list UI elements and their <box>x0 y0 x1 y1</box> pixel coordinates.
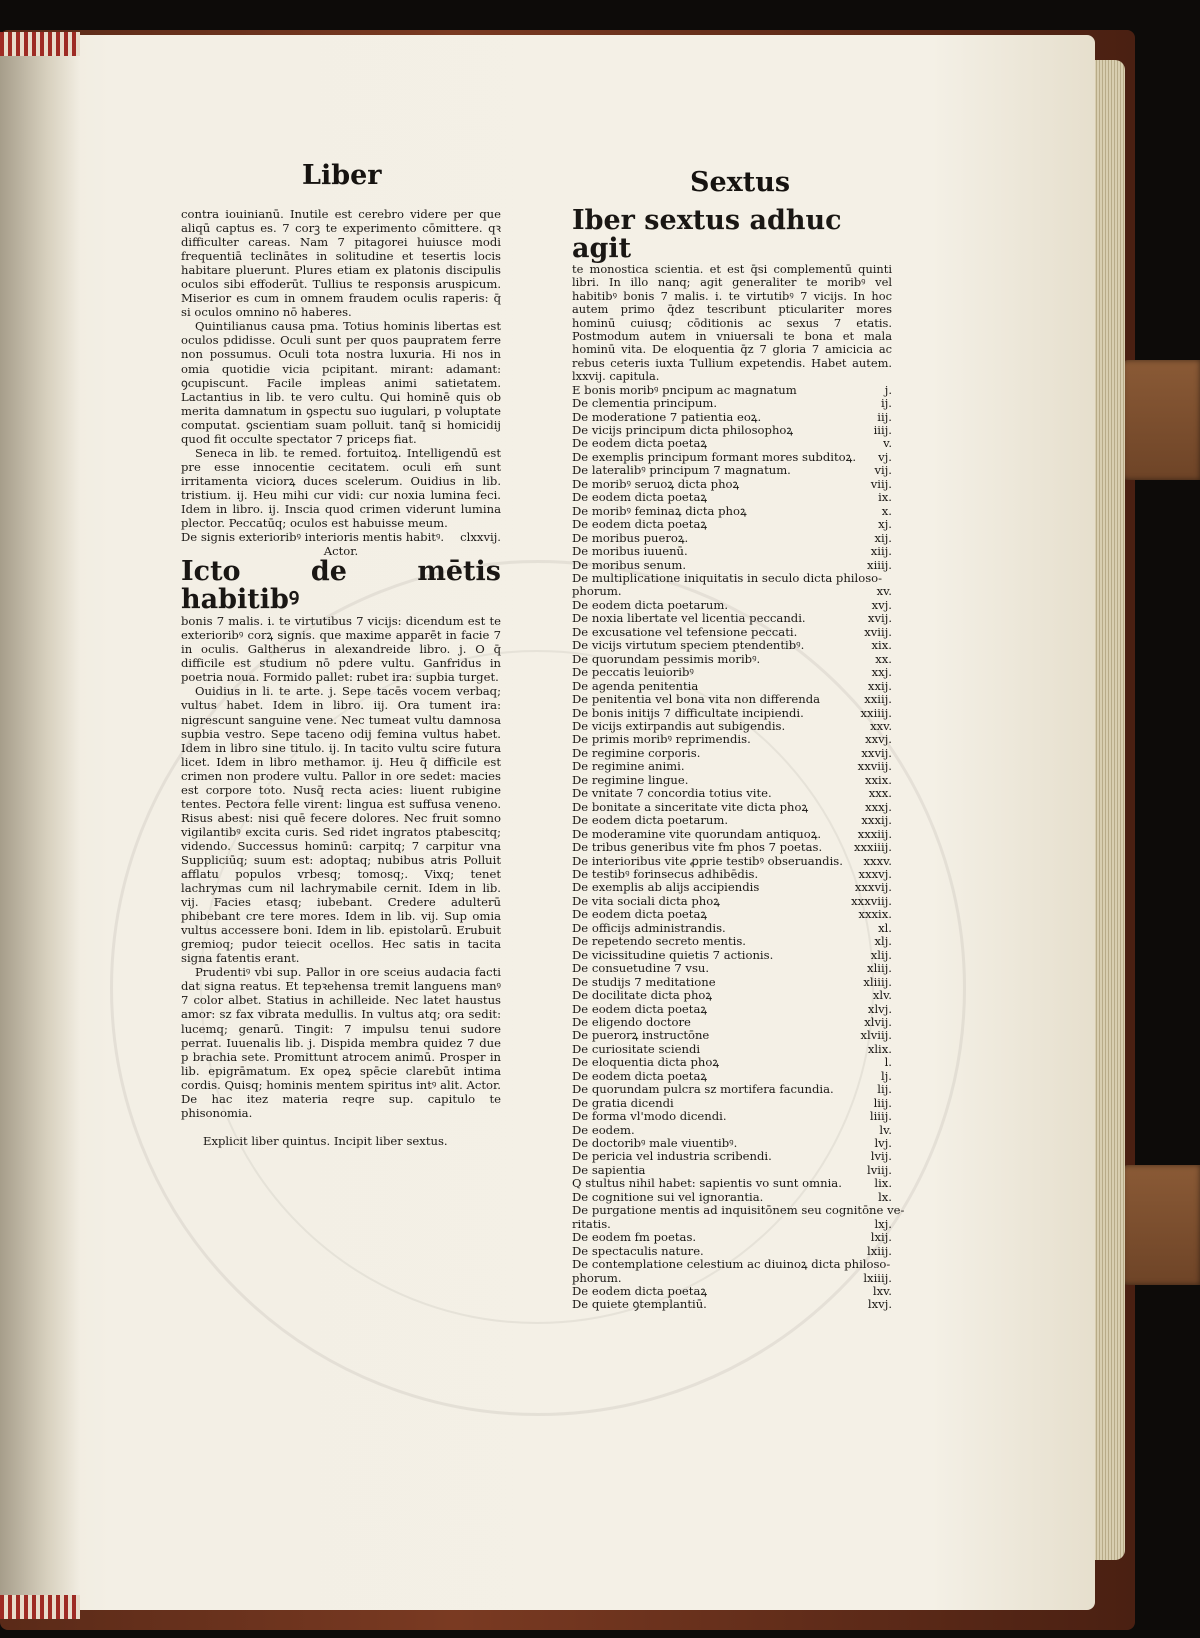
toc-entry <box>572 814 892 827</box>
explicit-line: Explicit liber quintus. Incipit liber sextus. <box>203 1133 448 1148</box>
toc-entry-number: lvij. <box>870 1149 892 1164</box>
toc-entry <box>572 1191 892 1204</box>
toc-entry-title: De testibꝰ forinsecus adhibēdis. <box>572 866 759 881</box>
toc-entry-number: xxxv. <box>863 853 892 868</box>
toc-entry-number: xxj. <box>871 665 892 680</box>
toc-entry-title: De bonis initijs 7 difficultate incipiendi. <box>572 705 804 720</box>
toc-entry-number: ix. <box>878 490 892 505</box>
toc-entry-number: iij. <box>877 409 892 424</box>
toc-entry-number: xlix. <box>867 1041 892 1056</box>
toc-entry-title: De eodem dicta poetarum. <box>572 813 729 828</box>
toc-entry-title: De primis moribꝰ reprimendis. <box>572 732 751 747</box>
toc-entry-title: phorum. <box>572 1270 622 1285</box>
toc-entry <box>572 801 892 814</box>
table-of-contents <box>572 382 905 1312</box>
book-initial-heading: Iber sextus adhuc agit <box>572 205 842 264</box>
toc-entry <box>572 1043 892 1056</box>
toc-entry-title: De exemplis principum formant mores subditoꝝ. <box>572 449 857 464</box>
toc-entry <box>572 1231 892 1244</box>
toc-entry-title: De moribus senum. <box>572 557 687 572</box>
toc-entry-title: De quiete ꝯtemplantiū. <box>572 1297 707 1312</box>
toc-entry <box>572 559 892 572</box>
toc-entry-number: xix. <box>871 638 892 653</box>
toc-entry-number: lxiij. <box>867 1243 892 1258</box>
toc-entry-title: De vicijs virtutum speciem ptendentibꝰ. <box>572 638 805 653</box>
toc-entry-number: viij. <box>870 476 892 491</box>
toc-entry-number: xxix. <box>864 772 892 787</box>
toc-entry-title: De officijs administrandis. <box>572 920 726 935</box>
toc-entry-number: xxxix. <box>858 907 892 922</box>
toc-entry-title: De regimine corporis. <box>572 745 701 760</box>
toc-entry-title: De noxia libertate vel licentia peccandi. <box>572 611 806 626</box>
toc-entry <box>572 1150 892 1163</box>
toc-entry-number: xxxiij. <box>857 826 892 841</box>
toc-entry-title: De eodem dicta poetarum. <box>572 597 729 612</box>
toc-entry <box>572 949 892 962</box>
toc-entry-number: xxvj. <box>865 732 892 747</box>
toc-entry-number: xvij. <box>867 611 892 626</box>
chapter-initial-heading: Icto de mētis habitibꝰ <box>181 556 501 616</box>
toc-entry-title: De excusatione vel tefensione peccati. <box>572 624 798 639</box>
toc-entry-number: xlv. <box>872 988 892 1003</box>
toc-entry <box>572 1070 892 1083</box>
toc-entry-number: xxiiij. <box>860 705 892 720</box>
toc-entry-number: v. <box>883 436 892 451</box>
toc-entry-title: De sapientia <box>572 1162 646 1177</box>
book-intro: te monostica scientia. et est q̄si complementū quinti libri. In illo nanq; agit generaliter te moribꝰ vel habitibꝰ bonis 7 malis. i. te virtutibꝰ 7 vicijs. In hoc autem primo q̄dez tescribunt pticulariter mores hominū cuiusq; cōditionis ac sexus 7 etatis. Postmodum autem in vniuersali te bona et mala hominū vita. De eloquentia q̄z 7 gloria 7 amicicia ac rebus ceteris iuxta Tullium expetendis. Habet autem. lxxvij. capitula. <box>572 262 892 384</box>
toc-entry-title: De consuetudine 7 vsu. <box>572 961 710 976</box>
toc-entry-title: De regimine lingue. <box>572 772 689 787</box>
toc-entry-number: xxxvij. <box>854 880 892 895</box>
toc-entry-title: De forma vl'modo dicendi. <box>572 1109 727 1124</box>
toc-entry-title: De cognitione sui vel ignorantia. <box>572 1189 764 1204</box>
toc-entry-number: xvj. <box>871 597 892 612</box>
toc-entry-number: xviij. <box>864 624 892 639</box>
toc-entry-title: De agenda penitentia <box>572 678 699 693</box>
toc-entry <box>572 908 892 921</box>
toc-entry-number: xliiij. <box>863 974 892 989</box>
toc-entry <box>572 1124 892 1137</box>
toc-entry-title: De moribus pueroꝝ. <box>572 530 689 545</box>
toc-entry-number: xv. <box>876 584 892 599</box>
left-column <box>181 207 501 1148</box>
toc-entry <box>572 895 892 908</box>
headband-bottom <box>0 1595 80 1619</box>
toc-entry <box>572 599 892 612</box>
toc-entry <box>572 1083 892 1096</box>
toc-entry <box>572 680 892 693</box>
toc-entry-title: De contemplatione celestium ac diuinoꝝ dicta philoso- <box>572 1257 891 1272</box>
toc-entry-title: De penitentia vel bona vita non differenda <box>572 692 821 707</box>
toc-entry-title: De regimine animi. <box>572 759 685 774</box>
toc-entry-number: lxj. <box>874 1216 892 1231</box>
toc-entry <box>572 666 892 679</box>
toc-entry-title: E bonis moribꝰ pncipum ac magnatum <box>572 382 797 397</box>
toc-entry-number: xiiij. <box>867 557 892 572</box>
running-head-left: Liber <box>302 160 382 191</box>
toc-entry-number: lix. <box>874 1176 892 1191</box>
toc-entry <box>572 976 892 989</box>
toc-entry-title: phorum. <box>572 584 622 599</box>
toc-entry <box>572 384 892 397</box>
toc-entry <box>572 1218 892 1231</box>
toc-entry-number: lxij. <box>870 1230 892 1245</box>
toc-entry-title: De tribus generibus vite fm phos 7 poetas. <box>572 840 823 855</box>
toc-entry <box>572 1177 892 1190</box>
toc-entry-title: De repetendo secreto mentis. <box>572 934 746 949</box>
toc-entry-title: De studijs 7 meditatione <box>572 974 716 989</box>
toc-entry <box>572 1016 892 1029</box>
toc-entry <box>572 1164 892 1177</box>
toc-entry <box>572 424 892 437</box>
toc-entry-title: De moderatione 7 patientia eoꝝ. <box>572 409 762 424</box>
toc-entry <box>572 572 892 585</box>
toc-entry-title: De moribꝰ seruoꝝ dicta phoꝝ <box>572 476 740 491</box>
toc-entry-number: xxx. <box>868 786 892 801</box>
toc-entry-title: De doctoribꝰ male viuentibꝰ. <box>572 1136 738 1151</box>
toc-entry <box>572 411 892 424</box>
toc-entry-title: De multiplicatione iniquitatis in seculo dicta philoso- <box>572 571 883 585</box>
toc-entry-title: De eodem dicta poetaꝝ <box>572 517 708 532</box>
actor-label: Actor. <box>323 544 359 559</box>
toc-entry <box>572 1245 892 1258</box>
toc-entry-number: xlij. <box>870 947 892 962</box>
toc-entry-number: xxij. <box>867 678 892 693</box>
toc-entry-title: De gratia dicendi <box>572 1095 674 1110</box>
toc-entry-number: vj. <box>878 449 892 464</box>
toc-entry-title: De eligendo doctore <box>572 1014 691 1029</box>
toc-entry <box>572 841 892 854</box>
paragraph: contra iouinianū. Inutile est cerebro videre per que aliqū captus es. 7 corꝫ te experimento cōmittere. qꝛ difficulter careas. Nam 7 pitagorei huiusce modi frequentiā teclinātes in solitudine et tesertis locis habitare pluerunt. Plures etiam ex platonis discipulis oculos sibi effoderūt. Tullius te responsis aruspicum. Miserior es cum in omnem fraudem oculis raperis: q̄ si oculos omnino nō haberes. <box>181 207 501 320</box>
toc-entry-number: xlj. <box>874 934 892 949</box>
toc-entry <box>572 1203 905 1218</box>
toc-entry <box>572 464 892 477</box>
toc-entry-title: De lateralibꝰ principum 7 magnatum. <box>572 463 791 478</box>
toc-entry-title: De eloquentia dicta phoꝝ <box>572 1055 720 1070</box>
toc-entry-title: De quorundam pulcra sz mortifera facundia. <box>572 1082 834 1097</box>
toc-entry-number: xij. <box>874 530 892 545</box>
toc-entry-title: De exemplis ab alijs accipiendis <box>572 880 760 895</box>
toc-entry-title: De quorundam pessimis moribꝰ. <box>572 651 761 666</box>
toc-entry-title: De purgatione mentis ad inquisitōnem seu cognitōne ve- <box>572 1203 905 1218</box>
toc-entry-title: ritatis. <box>572 1216 611 1231</box>
toc-entry-number: xxxvj. <box>858 866 892 881</box>
toc-entry-number: xlvij. <box>864 1014 892 1029</box>
toc-entry-number: lv. <box>879 1122 892 1137</box>
toc-entry-number: xlvj. <box>867 1001 892 1016</box>
toc-entry-title: De eodem dicta poetaꝝ <box>572 436 708 451</box>
toc-entry-number: xiij. <box>870 544 892 559</box>
toc-entry-number: liij. <box>873 1095 892 1110</box>
toc-entry <box>572 1003 892 1016</box>
toc-entry <box>572 707 892 720</box>
toc-entry <box>572 491 892 504</box>
toc-entry <box>572 626 892 639</box>
toc-entry <box>572 585 892 598</box>
toc-entry-title: De eodem dicta poetaꝝ <box>572 490 708 505</box>
toc-entry <box>572 922 892 935</box>
toc-entry-number: lij. <box>877 1082 892 1097</box>
toc-entry-title: De vnitate 7 concordia totius vite. <box>572 786 772 801</box>
toc-entry-title: De puerorꝝ instructōne <box>572 1028 710 1043</box>
toc-entry-title: De vicijs extirpandis aut subigendis. <box>572 718 786 733</box>
toc-entry-number: xl. <box>878 920 892 935</box>
toc-entry-title: De clementia principum. <box>572 396 718 411</box>
toc-entry-title: De docilitate dicta phoꝝ <box>572 988 713 1003</box>
toc-entry <box>572 881 892 894</box>
clasp-strap-upper <box>1122 360 1200 480</box>
toc-entry <box>572 868 892 881</box>
paragraph: Prudentiꝰ vbi sup. Pallor in ore sceius audacia facti dat signa reatus. Et tepꝛehensa tremit languens manꝰ 7 color albet. Statius in achilleide. Nec latet haustus amor: sz fax vibrata medullis. In vultus atq; ora sedit: lucemq; genarū. Tingit: 7 impulsu tenui sudore perrat. Iuuenalis lib. j. Dispida membra quidez 7 due p brachia sete. Promittunt atrocem animū. Prosper in lib. epigrāmatum. Ex opeꝝ spēcie clarebūt intima cordis. Quisq; hominis mentem spiritus intꝰ alit. Actor. De hac itez materia reqre sup. capitulo te phisonomia. <box>181 965 501 1120</box>
toc-entry-title: De moderamine vite quorundam antiquoꝝ. <box>572 826 822 841</box>
paragraph: Quintilianus causa pma. Totius hominis libertas est oculos pdidisse. Oculi sunt per quos paupratem ferre non possumus. Oculi tota nostra luxuria. Hi nos in omia quotidie vicia pcipitant. mirant: adamant: ꝯcupiscunt. Facile impleas animi satietatem. Lactantius in lib. te vero cultu. Qui hominē quis ob merita damnatum in ꝯspectu suo iugulari, p voluptate computat. ꝯscientiam suam polluit. tanq̄ si homicidij quod fit occulte spectator 7 priceps fiat. <box>181 319 501 446</box>
toc-entry <box>572 774 892 787</box>
chapter-number: clxxvij. <box>460 530 501 545</box>
toc-entry <box>572 1272 892 1285</box>
toc-entry <box>572 760 892 773</box>
toc-entry-number: j. <box>884 382 892 397</box>
toc-entry-title: De pericia vel industria scribendi. <box>572 1149 772 1164</box>
toc-entry-number: lviij. <box>867 1162 892 1177</box>
toc-entry-number: lxvj. <box>867 1297 892 1312</box>
toc-entry <box>572 505 892 518</box>
toc-entry <box>572 397 892 410</box>
toc-entry-title: De vicissitudine quietis 7 actionis. <box>572 947 774 962</box>
toc-entry <box>572 478 892 491</box>
toc-entry-number: x. <box>881 503 892 518</box>
toc-entry-title: De peccatis leuioribꝰ <box>572 665 694 680</box>
toc-entry-title: De interioribus vite ꝓprie testibꝰ obseruandis. <box>572 853 843 868</box>
toc-entry <box>572 1285 892 1298</box>
toc-entry-number: xlviij. <box>860 1028 892 1043</box>
toc-entry-title: De vicijs principum dicta philosophoꝝ <box>572 423 794 438</box>
toc-entry-number: iiij. <box>873 423 892 438</box>
paragraph: Ouidius in li. te arte. j. Sepe tacēs vocem verbaq; vultus habet. Idem in libro. iij. Ora tument ira: nigrescunt sanguine vene. Nec tumeat vultu damnosa supbia vestro. Sepe taceno odij femina vultus habet. Idem in libro sine titulo. ij. In tacito vultu scire futura licet. Idem in libro methamor. ij. Heu q̄ difficile est crimen non prodere vultu. Pallor in ore sedet: macies est corpore toto. Nusq̄ recta acies: liuent rubigine tentes. Pectora felle virent: lingua est suffusa veneno. Risus abest: nisi quē fecere dolores. Nec fruit somno vigilantibꝰ excita curis. Sed ridet ingratos ptabescitq; videndo. Successus hominū: carpitq; 7 carpitur vna Suppliciūq; suum est: adoptaq; nubibus atris Polluit afflatu populos vrbesq; tomosq;. Vixq; tenet lachrymas cum nil lachrymabile cernit. Idem in lib. vij. Facies etasq; iubebant. Credere adulterū phibebant cre tere mores. Idem in lib. vij. Sup omia vultus accessere boni. Idem in lib. epistolarū. Erubuit gremioq; pudor teiecit ocellos. Hec satis in tacita signa fatentis erant. <box>181 684 501 966</box>
toc-entry <box>572 1056 892 1069</box>
toc-entry-number: ij. <box>881 396 892 411</box>
toc-entry-number: xliij. <box>867 961 892 976</box>
chapter-title: De signis exterioribꝰ interioris mentis habitꝰ. <box>181 530 445 545</box>
toc-entry <box>572 1097 892 1110</box>
toc-entry <box>572 639 892 652</box>
toc-entry <box>572 962 892 975</box>
toc-entry <box>572 451 892 464</box>
toc-entry <box>572 693 892 706</box>
toc-entry <box>572 1137 892 1150</box>
toc-entry <box>572 733 892 746</box>
toc-entry-number: lx. <box>878 1189 892 1204</box>
toc-entry-number: liiij. <box>869 1109 892 1124</box>
toc-entry <box>572 612 892 625</box>
gutter-shadow <box>0 35 80 1610</box>
toc-entry <box>572 653 892 666</box>
toc-entry <box>572 518 892 531</box>
toc-entry <box>572 747 892 760</box>
toc-entry <box>572 989 892 1002</box>
toc-entry <box>572 1258 892 1271</box>
toc-entry-number: lj. <box>881 1068 892 1083</box>
toc-entry <box>572 720 892 733</box>
toc-entry-number: xx. <box>875 651 892 666</box>
toc-entry-number: xj. <box>878 517 892 532</box>
headband-top <box>0 32 80 56</box>
toc-entry-title: De eodem dicta poetaꝝ <box>572 1068 708 1083</box>
toc-entry-number: xxiij. <box>864 692 892 707</box>
toc-entry-title: De vita sociali dicta phoꝝ <box>572 893 720 908</box>
toc-entry <box>572 532 892 545</box>
toc-entry-title: De eodem fm poetas. <box>572 1230 697 1245</box>
clasp-strap-lower <box>1122 1165 1200 1285</box>
toc-entry <box>572 935 892 948</box>
toc-entry <box>572 855 892 868</box>
toc-entry-number: lxiiij. <box>863 1270 892 1285</box>
toc-entry <box>572 828 892 841</box>
toc-entry <box>572 1029 892 1042</box>
paragraph: Seneca in lib. te remed. fortuitoꝝ. Intelligendū est pre esse innocentie cecitatem. oculi em̄ sunt irritamenta viciorꝝ duces scelerum. Ouidius in lib. tristium. ij. Heu mihi cur vidi: cur noxia lumina feci. Idem in libro. ij. Inscia quod crimen viderunt lumina plector. Peccatūq; oculos est habuisse meum. <box>181 445 501 531</box>
toc-entry <box>572 1298 892 1311</box>
toc-entry-number: xxxiiij. <box>853 840 892 855</box>
toc-entry-number: lxv. <box>872 1284 892 1299</box>
toc-entry-title: De bonitate a sinceritate vite dicta phoꝝ <box>572 799 809 814</box>
toc-entry-title: De eodem dicta poetaꝝ <box>572 1001 708 1016</box>
toc-entry-title: Q stultus nihil habet: sapientis vo sunt omnia. <box>572 1176 842 1191</box>
toc-entry <box>572 787 892 800</box>
toc-entry-title: De spectaculis nature. <box>572 1243 704 1258</box>
toc-entry-number: xxvij. <box>861 745 892 760</box>
toc-entry-number: lvj. <box>874 1136 892 1151</box>
toc-entry-number: xxviij. <box>857 759 892 774</box>
toc-entry-number: vij. <box>874 463 892 478</box>
toc-entry-number: l. <box>884 1055 892 1070</box>
toc-entry-number: xxxij. <box>861 813 892 828</box>
toc-entry-number: xxxj. <box>865 799 892 814</box>
toc-entry-number: xxv. <box>870 718 892 733</box>
paragraph: bonis 7 malis. i. te virtutibus 7 vicijs: dicendum est te exterioribꝰ corꝝ signis. que maxime apparēt in facie 7 in oculis. Galtherus in alexandreide libro. j. O q̄ difficile est studium nō pdere vultu. Ganfridus in poetria noua. Formido pallet: rubet ira: supbia turget. <box>181 614 501 685</box>
toc-entry <box>572 437 892 450</box>
toc-entry-title: De eodem dicta poetaꝝ <box>572 1284 708 1299</box>
right-column <box>572 205 905 1312</box>
toc-entry-title: De eodem dicta poetaꝝ <box>572 907 708 922</box>
chapter-title-line <box>181 530 501 544</box>
toc-entry-title: De moribꝰ feminaꝝ dicta phoꝝ <box>572 503 747 518</box>
toc-entry-title: De moribus iuuenū. <box>572 544 688 559</box>
toc-entry-title: De curiositate sciendi <box>572 1041 701 1056</box>
toc-entry-title: De eodem. <box>572 1122 635 1137</box>
running-head-right: Sextus <box>690 167 791 198</box>
toc-entry-number: xxxviij. <box>851 893 892 908</box>
toc-entry <box>572 1110 892 1123</box>
toc-entry <box>572 545 892 558</box>
